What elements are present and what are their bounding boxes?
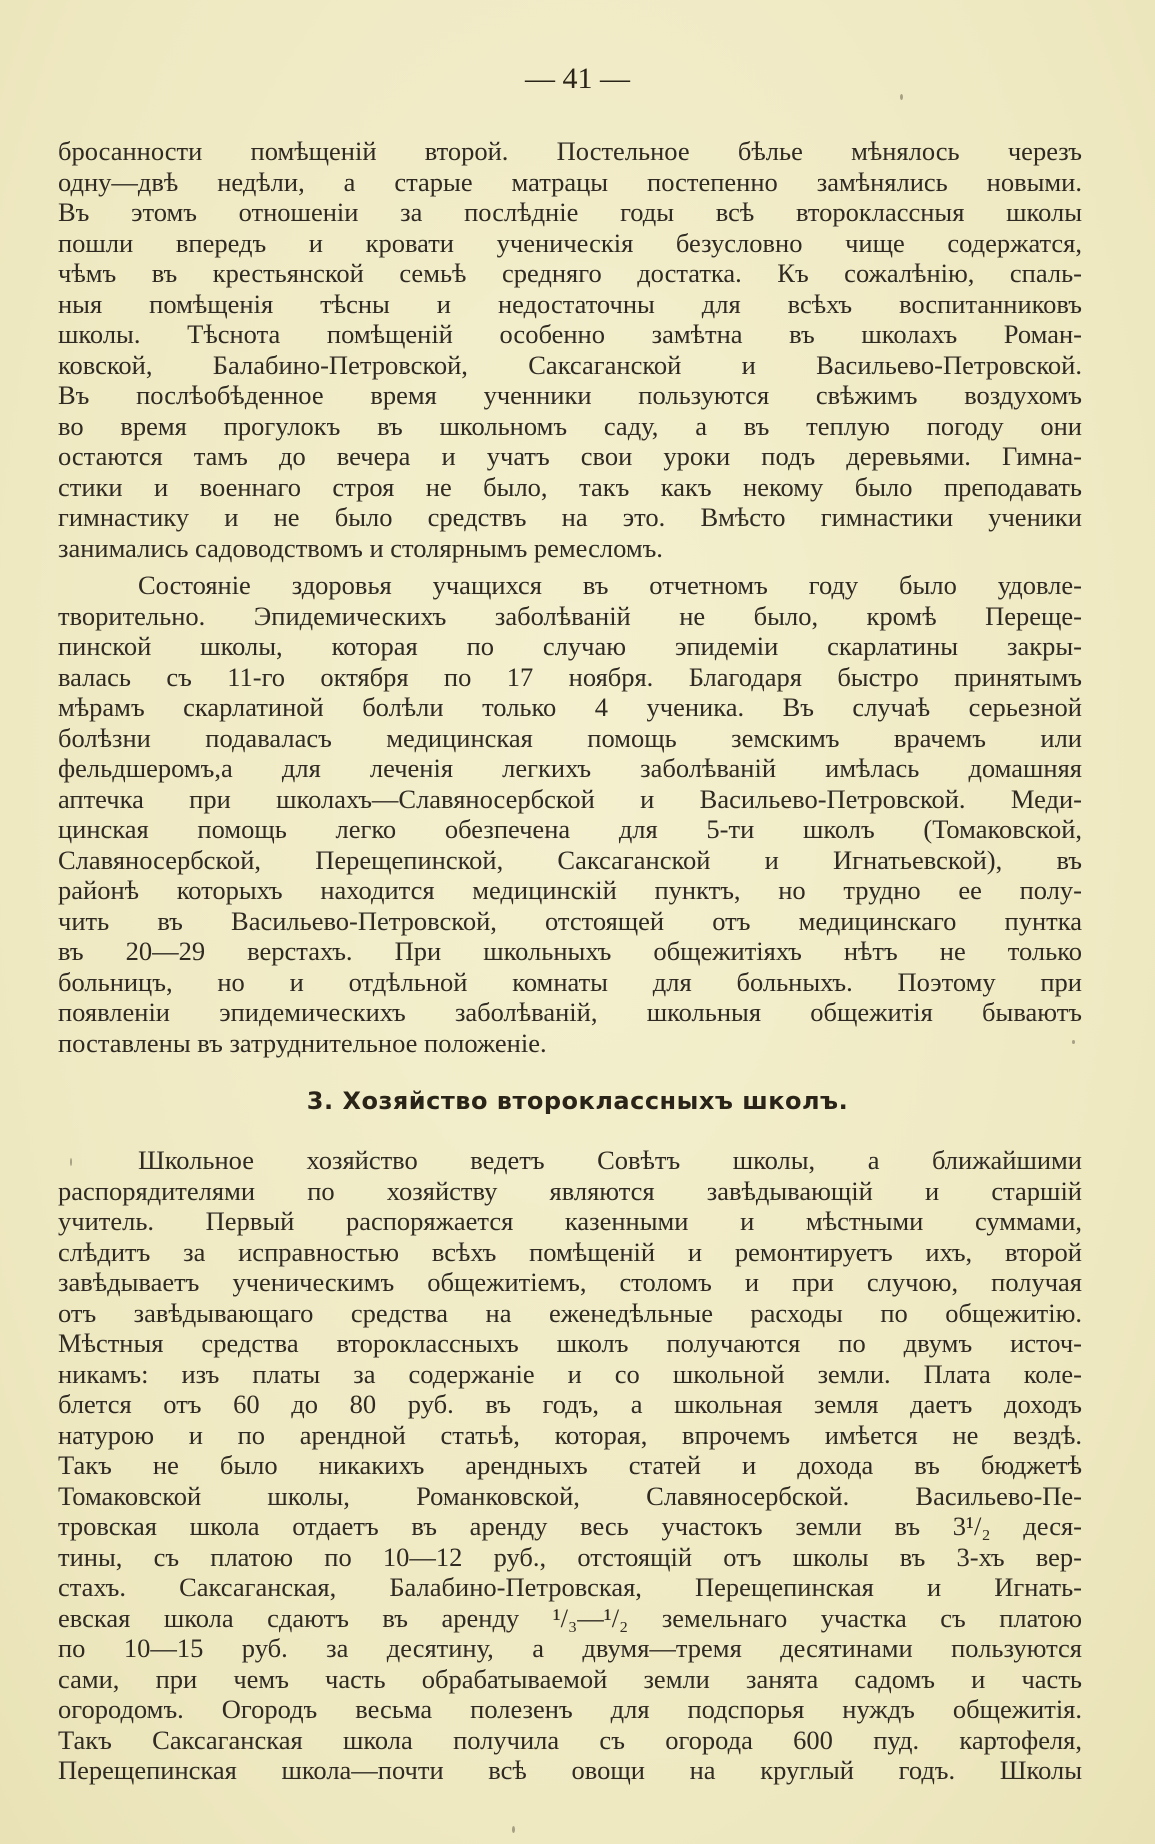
text-line: бросанности помѣщеній второй. Постельное бѣлье мѣнялось черезъ	[58, 136, 1082, 166]
text-line: по 10—15 руб. за десятину, а двумя—тремя десятинами пользуются	[58, 1633, 1082, 1663]
section-heading: 3. Хозяйство второклассныхъ школъ.	[306, 1087, 849, 1115]
text-line: натурою и по арендной статьѣ, которая, впрочемъ имѣется не вездѣ.	[58, 1419, 1082, 1450]
text-line: Перещепинская школа—почти всѣ овощи на круглый годъ. Школы	[58, 1755, 1082, 1785]
text-line: чѣмъ въ крестьянской семьѣ средняго достатка. Къ сожалѣнію, спаль-	[58, 258, 1082, 288]
paper-speck	[1072, 1040, 1075, 1044]
text-line: гимнастику и не было средствъ на это. Вмѣсто гимнастики ученики	[58, 502, 1082, 532]
text-line: ныя помѣщенія тѣсны и недостаточны для всѣхъ воспитанниковъ	[58, 288, 1082, 319]
text-line: Состояніе здоровья учащихся въ отчетномъ году было удовле-	[138, 570, 1082, 600]
text-line: Такъ не было никакихъ арендныхъ статей и дохода въ бюджетѣ	[58, 1450, 1082, 1480]
text-line: Славяносербской, Перещепинской, Саксаганской и Игнатьевской), въ	[58, 844, 1082, 875]
text-line: аптечка при школахъ—Славяносербской и Васильево-Петровской. Меди-	[58, 783, 1082, 814]
text-line: распорядителями по хозяйству являются завѣдывающій и старшій	[58, 1175, 1082, 1206]
text-line: отъ завѣдывающаго средства на еженедѣльные расходы по общежитію.	[58, 1297, 1082, 1328]
text-line: Школьное хозяйство ведетъ Совѣтъ школы, а ближайшими	[138, 1145, 1082, 1175]
text-line: во время прогулокъ въ школьномъ саду, а въ теплую погоду они	[58, 410, 1082, 441]
text-line: стахъ. Саксаганская, Балабино-Петровская, Перещепинская и Игнать-	[58, 1572, 1082, 1602]
text-line: остаются тамъ до вечера и учатъ свои уроки подъ деревьями. Гимна-	[58, 441, 1082, 471]
text-line: евская школа сдаютъ въ аренду ¹/₃—¹/₂ земельнаго участка съ платою	[58, 1602, 1082, 1633]
text-line: Такъ Саксаганская школа получила съ огорода 600 пуд. картофеля,	[58, 1724, 1082, 1755]
paper-speck	[512, 1826, 515, 1833]
paragraph-health	[58, 570, 1082, 1058]
text-line: поставлены въ затруднительное положеніе.	[58, 1027, 547, 1058]
text-line: чить въ Васильево-Петровской, отстоящей отъ медицинскаго пунтка	[58, 905, 1082, 936]
text-line: сами, при чемъ часть обрабатываемой земли занята садомъ и часть	[58, 1663, 1082, 1694]
paragraph-economy	[58, 1145, 1082, 1786]
text-line: въ 20—29 верстахъ. При школьныхъ общежитіяхъ нѣтъ не только	[58, 936, 1082, 966]
page-number: — 41 —	[525, 62, 630, 95]
text-line: тровская школа отдаетъ въ аренду весь участокъ земли въ 3¹/₂ деся-	[58, 1511, 1082, 1541]
text-line: одну—двѣ недѣли, а старые матрацы постепенно замѣнялись новыми.	[58, 166, 1082, 197]
text-line: учитель. Первый распоряжается казенными и мѣстными суммами,	[58, 1206, 1082, 1236]
text-line: Въ этомъ отношеніи за послѣдніе годы всѣ второклассныя школы	[58, 197, 1082, 227]
text-line: больницъ, но и отдѣльной комнаты для больныхъ. Поэтому при	[58, 966, 1082, 997]
text-line: стики и военнаго строя не было, такъ какъ некому было преподавать	[58, 471, 1082, 502]
paper-speck	[900, 94, 903, 100]
text-line: фельдшеромъ,а для леченія легкихъ заболѣваній имѣлась домашняя	[58, 753, 1082, 783]
text-line: появленіи эпидемическихъ заболѣваній, школьныя общежитія бываютъ	[58, 997, 1082, 1027]
text-line: занимались садоводствомъ и столярнымъ ремесломъ.	[58, 532, 663, 563]
text-line: завѣдываетъ ученическимъ общежитіемъ, столомъ и при случою, получая	[58, 1267, 1082, 1297]
text-line: пинской школы, которая по случаю эпидеміи скарлатины закры-	[58, 631, 1082, 661]
text-line: районѣ которыхъ находится медицинскій пунктъ, но трудно ее полу-	[58, 875, 1082, 905]
text-line: мѣрамъ скарлатиной болѣли только 4 ученика. Въ случаѣ серьезной	[58, 692, 1082, 722]
text-line: валась съ 11-го октября по 17 ноября. Благодаря быстро принятымъ	[58, 661, 1082, 692]
text-line: Въ послѣобѣденное время ученники пользуются свѣжимъ воздухомъ	[58, 380, 1082, 410]
paper-speck	[70, 1158, 72, 1166]
text-line: тины, съ платою по 10—12 руб., отстоящій отъ школы въ 3-хъ вер-	[58, 1541, 1082, 1572]
text-line: огородомъ. Огородъ весьма полезенъ для подспорья нуждъ общежитія.	[58, 1694, 1082, 1724]
text-line: Томаковской школы, Романковской, Славяносербской. Васильево-Пе-	[58, 1480, 1082, 1511]
text-line: никамъ: изъ платы за содержаніе и со школьной земли. Плата коле-	[58, 1358, 1082, 1389]
text-line: ковской, Балабино-Петровской, Саксаганской и Васильево-Петровской.	[58, 349, 1082, 380]
text-line: блется отъ 60 до 80 руб. въ годъ, а школьная земля даетъ доходъ	[58, 1389, 1082, 1419]
text-line: школы. Тѣснота помѣщеній особенно замѣтна въ школахъ Роман-	[58, 319, 1082, 349]
paragraph-hygiene	[58, 136, 1082, 563]
text-line: Мѣстныя средства второклассныхъ школъ получаются по двумъ источ-	[58, 1328, 1082, 1358]
text-line: пошли впередъ и кровати ученическія безусловно чище содержатся,	[58, 227, 1082, 258]
text-line: болѣзни подаваласъ медицинская помощь земскимъ врачемъ или	[58, 722, 1082, 753]
text-line: творительно. Эпидемическихъ заболѣваній не было, кромѣ Перещe-	[58, 600, 1082, 631]
text-line: слѣдитъ за исправностью всѣхъ помѣщеній и ремонтируетъ ихъ, второй	[58, 1236, 1082, 1267]
text-line: цинская помощь легко обезпечена для 5-ти школъ (Томаковской,	[58, 814, 1082, 844]
